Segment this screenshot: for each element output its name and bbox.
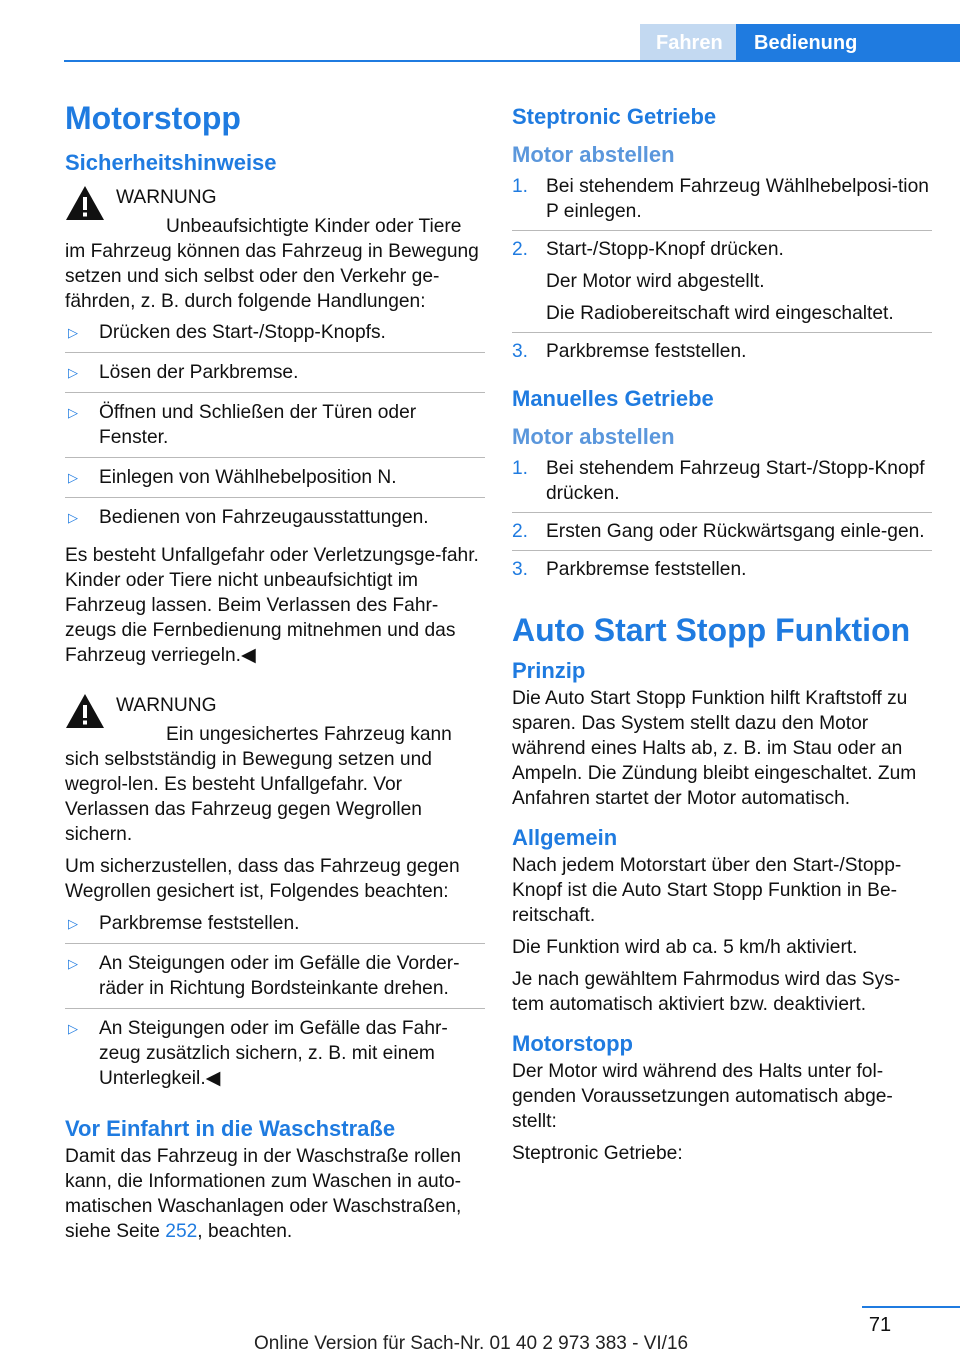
general-text: Nach jedem Motorstart über den Start-/Stopp-Knopf ist die Auto Start Stopp Funktion in Be‐reitschaft. [512, 855, 902, 926]
online-version-note: Online Version für Sach-Nr. 01 40 2 973 383 - VI/16 [254, 1333, 689, 1354]
list-item: ▷ Lösen der Parkbremse. [65, 360, 485, 393]
list-item: 3. Parkbremse feststellen. [512, 341, 747, 362]
section-title: Auto Start Stopp Funktion [512, 612, 911, 648]
tab-bedienung[interactable]: Bedienung [736, 24, 960, 62]
right-column [512, 98, 932, 1173]
warning-consequence-text: Es besteht Unfallgefahr oder Verletzungsge‐fahr. Kinder oder Tiere nicht unbeaufsichtigt im Fahrzeug lassen. Beim Verlassen des Fahr‐zeugs die Fernbedienung mitnehmen und das Fahrzeug verriegeln.◀ [65, 545, 479, 666]
triangle-bullet-icon: ▷ [68, 325, 78, 340]
motorstop-heading: Motorstopp [512, 1031, 633, 1056]
header-tabs [640, 24, 960, 62]
list-item: 2. Start-/Stopp-Knopf drücken. Der Motor wird abgestellt. Die Radiobereitschaft wird eingeschaltet. [512, 237, 932, 333]
motor-off-heading: Motor abstellen [512, 424, 675, 449]
warning-text: Ein ungesichertes Fahrzeug kann sich selbstständig in Bewegung setzen und wegrol‐len. Es besteht Unfallgefahr. Vor Verlassen das Fahrzeug gegen Wegrollen sichern. [65, 724, 452, 845]
list-item: ▷ An Steigungen oder im Gefälle das Fahr‐zeug zusätzlich sichern, z. B. mit einem Unterlegkeil.◀ [68, 1018, 448, 1089]
list-item: ▷ Bedienen von Fahrzeugausstattungen. [68, 507, 429, 528]
tab-fahren[interactable]: Fahren [640, 24, 736, 62]
warning-icon [65, 692, 105, 730]
triangle-bullet-icon: ▷ [68, 510, 78, 525]
left-column [65, 98, 485, 1244]
list-item: 2. Ersten Gang oder Rückwärtsgang einle‐gen. [512, 519, 932, 551]
triangle-bullet-icon: ▷ [68, 956, 78, 971]
warning-label: WARNUNG [116, 695, 217, 716]
manual-heading: Manuelles Getriebe [512, 386, 714, 411]
warning-bullet-list [65, 911, 485, 1098]
warning-instruction-text: Um sicherzustellen, dass das Fahrzeug gegen Wegrollen gesichert ist, Folgendes beachten: [65, 856, 460, 902]
list-item: 3. Parkbremse feststellen. [512, 559, 747, 580]
warning-block-2 [65, 690, 485, 847]
wash-text: Damit das Fahrzeug in der Waschstraße rollen kann, die Informationen zum Waschen in auto‐matischen Waschanlagen oder Waschstraßen, siehe Seite 252, beachten. [65, 1146, 462, 1242]
steptronic-steps [512, 174, 932, 370]
general-text: Je nach gewähltem Fahrmodus wird das Sys‐tem automatisch aktiviert bzw. deaktiviert. [512, 969, 901, 1015]
motorstop-text: Steptronic Getriebe: [512, 1143, 683, 1164]
warning-bullet-list [65, 320, 485, 537]
motorstop-text: Der Motor wird während des Halts unter fol‐genden Voraussetzungen automatisch abge‐stellt: [512, 1061, 893, 1132]
safety-heading: Sicherheitshinweise [65, 150, 277, 175]
list-item: ▷ Parkbremse feststellen. [65, 911, 485, 944]
list-item: ▷ Einlegen von Wählhebelposition N. [65, 465, 485, 498]
page-link[interactable]: 252 [165, 1221, 198, 1242]
wash-heading: Vor Einfahrt in die Waschstraße [65, 1116, 396, 1141]
list-item: ▷ Öffnen und Schließen der Türen oder Fenster. [65, 400, 485, 458]
general-text: Die Funktion wird ab ca. 5 km/h aktiviert. [512, 937, 858, 958]
list-item: ▷ Drücken des Start-/Stopp-Knopfs. [65, 320, 485, 353]
triangle-bullet-icon: ▷ [68, 405, 78, 420]
triangle-bullet-icon: ▷ [68, 470, 78, 485]
principle-text: Die Auto Start Stopp Funktion hilft Kraftstoff zu sparen. Das System stellt dazu den Motor während eines Halts ab, z. B. im Stau oder an Ampeln. Die Zündung bleibt eingeschaltet. Zum Anfahren startet der Motor automatisch. [512, 688, 917, 809]
steptronic-heading: Steptronic Getriebe [512, 104, 717, 129]
page-title: Motorstopp [65, 100, 241, 136]
list-item: 1. Bei stehendem Fahrzeug Wählhebelposi‐tion P einlegen. [512, 174, 932, 231]
page-number: 71 [868, 1314, 892, 1336]
manual-steps [512, 456, 932, 588]
principle-heading: Prinzip [512, 658, 586, 683]
warning-block-1 [65, 182, 485, 314]
warning-icon [65, 184, 105, 222]
warning-text: Unbeaufsichtigte Kinder oder Tiere im Fahrzeug können das Fahrzeug in Bewegung setzen und sich selbst oder den Verkehr ge‐fährden, z. B. durch folgende Handlungen: [65, 216, 479, 312]
triangle-bullet-icon: ▷ [68, 916, 78, 931]
triangle-bullet-icon: ▷ [68, 1021, 78, 1036]
list-item: ▷ An Steigungen oder im Gefälle die Vorder‐räder in Richtung Bordsteinkante drehen. [65, 951, 485, 1009]
footer-divider [862, 1306, 960, 1308]
motor-off-heading: Motor abstellen [512, 142, 675, 167]
header-divider [64, 60, 960, 62]
general-heading: Allgemein [512, 825, 618, 850]
triangle-bullet-icon: ▷ [68, 365, 78, 380]
warning-label: WARNUNG [116, 187, 217, 208]
list-item: 1. Bei stehendem Fahrzeug Start-/Stopp-Knopf drücken. [512, 456, 932, 513]
